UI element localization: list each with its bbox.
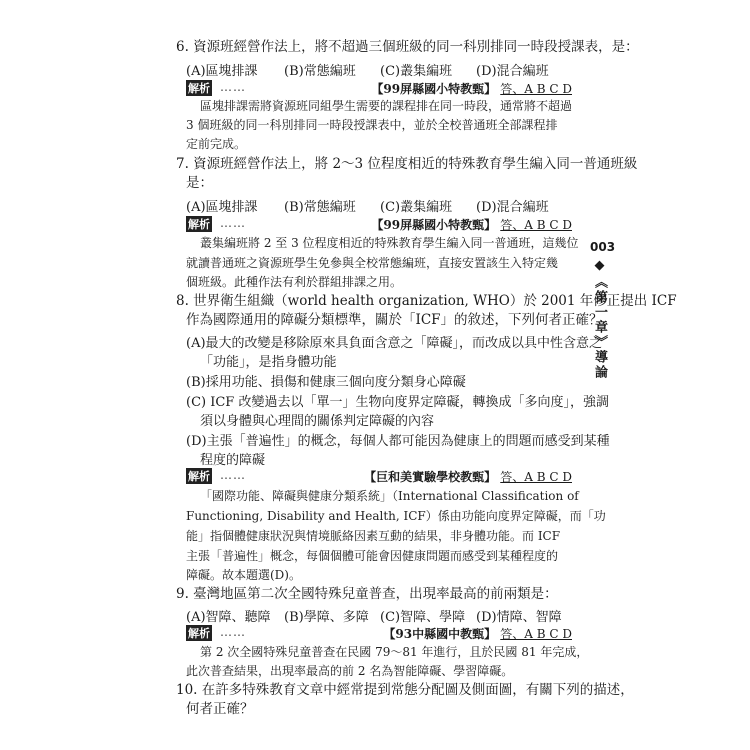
q6-explanation-header [186, 80, 572, 96]
question-9-stem: 9. 臺灣地區第二次全國特殊兒童普查，出現率最高的前兩類是： [176, 586, 558, 602]
page-number: 003 [590, 240, 616, 254]
question-8-stem: 8. 世界衛生組織（world health organization, WHO）於 2001 年修正提出 ICF [176, 293, 677, 309]
q8-source: 【巨和美實驗學校教甄】 答、A B C D [364, 470, 572, 484]
q7-source: 【99屏縣國小特教甄】 答、A B C D [371, 218, 572, 232]
q7-explanation-header [186, 216, 572, 232]
q8-option-c: (C) ICF 改變過去以「單一」生物向度界定障礙，轉換成「多向度」，強調 [186, 395, 609, 410]
q8-explanation-line: 能」指個體健康狀況與情境脈絡因素互動的結果，非身體功能。而 ICF [186, 529, 561, 543]
q9-option-c: (C)智障、學障 [380, 610, 466, 625]
q8-explanation-line: 主張「普遍性」概念，每個個體可能會因健康問題而感受到某種程度的 [186, 549, 559, 563]
q6-source: 【99屏縣國小特教甄】 答、A B C D [371, 82, 572, 96]
q8-explanation-line: Functioning, Disability and Health, ICF）係由功能向度界定障礙，而「功 [186, 509, 606, 523]
explanation-tag: 解析 [188, 470, 210, 483]
dots: …… [220, 216, 246, 230]
q6-explanation-line: 區塊排課需將資源班同組學生需要的課程排在同一時段，通常將不超過 [200, 99, 573, 113]
q6-explanation-line: 3 個班級的同一科別排同一時段授課表中，並於全校普通班全部課程排 [186, 118, 558, 132]
q7-explanation-line: 叢集編班將 2 至 3 位程度相近的特殊教育學生編入同一普通班，這幾位 [200, 236, 579, 250]
q7-option-b: (B)常態編班 [284, 200, 356, 215]
q8-option-a-cont: 「功能」，是指身體功能 [200, 355, 337, 370]
dots: …… [220, 468, 246, 482]
q7-option-a: (A)區塊排課 [186, 200, 258, 215]
q7-option-d: (D)混合編班 [476, 200, 549, 215]
q9-source: 【93中縣國中教甄】 答、A B C D [383, 627, 572, 641]
dots: …… [220, 80, 246, 94]
explanation-tag: 解析 [188, 82, 210, 95]
q9-explanation-line: 第 2 次全國特殊兒童普查在民國 79～81 年進行，且於民國 81 年完成， [200, 645, 589, 659]
question-10-stem: 10. 在許多特殊教育文章中經常提到常態分配圖及側面圖，有關下列的描述， [176, 682, 634, 698]
question-7-stem: 7. 資源班經營作法上，將 2～3 位程度相近的特殊教育學生編入同一普通班級 [176, 156, 638, 172]
q6-option-d: (D)混合編班 [476, 64, 549, 79]
q7-explanation-line: 個班級。此種作法有利於群組排課之用。 [186, 275, 403, 289]
q8-option-a: (A)最大的改變是移除原來具負面含意之「障礙」，而改成以具中性含意之 [186, 336, 603, 351]
question-8-stem-cont: 作為國際通用的障礙分類標準，關於「ICF」的敘述，下列何者正確？ [186, 312, 603, 328]
question-7-stem-cont: 是： [186, 175, 213, 191]
explanation-tag: 解析 [188, 218, 210, 231]
q8-option-c-cont: 須以身體與心理間的關係判定障礙的內容 [200, 414, 435, 429]
dots: …… [220, 625, 246, 639]
q9-option-d: (D)情障、智障 [476, 610, 562, 625]
q6-explanation-line: 定前完成。 [186, 137, 247, 151]
question-10-stem-cont: 何者正確？ [186, 701, 254, 717]
q6-option-c: (C)叢集編班 [380, 64, 453, 79]
q9-option-b: (B)學障、多障 [284, 610, 369, 625]
explanation-tag: 解析 [188, 627, 210, 640]
q9-explanation-line: 此次普查結果，出現率最高的前 2 名為智能障礙、學習障礙。 [186, 664, 514, 678]
q6-option-a: (A)區塊排課 [186, 64, 258, 79]
q8-option-d-cont: 程度的障礙 [200, 453, 266, 468]
chapter-title: ◆《第一章》導論 [592, 258, 607, 380]
q8-explanation-header [186, 468, 572, 484]
q6-option-b: (B)常態編班 [284, 64, 356, 79]
q8-option-b: (B)採用功能、損傷和健康三個向度分類身心障礙 [186, 375, 466, 390]
q8-option-d: (D)主張「普遍性」的概念，每個人都可能因為健康上的問題而感受到某種 [186, 434, 610, 449]
q9-option-a: (A)智障、聽障 [186, 610, 271, 625]
q8-explanation-line: 「國際功能、障礙與健康分類系統」（International Classification of [200, 489, 579, 503]
q7-option-c: (C)叢集編班 [380, 200, 453, 215]
q7-explanation-line: 就讀普通班之資源班學生免參與全校常態編班，直接安置該生入特定幾 [186, 256, 559, 270]
question-6-stem: 6. 資源班經營作法上，將不超過三個班級的同一科別排同一時段授課表，是： [176, 39, 639, 55]
q8-explanation-line: 障礙。故本題選(D)。 [186, 568, 301, 582]
q9-explanation-header [186, 625, 572, 641]
